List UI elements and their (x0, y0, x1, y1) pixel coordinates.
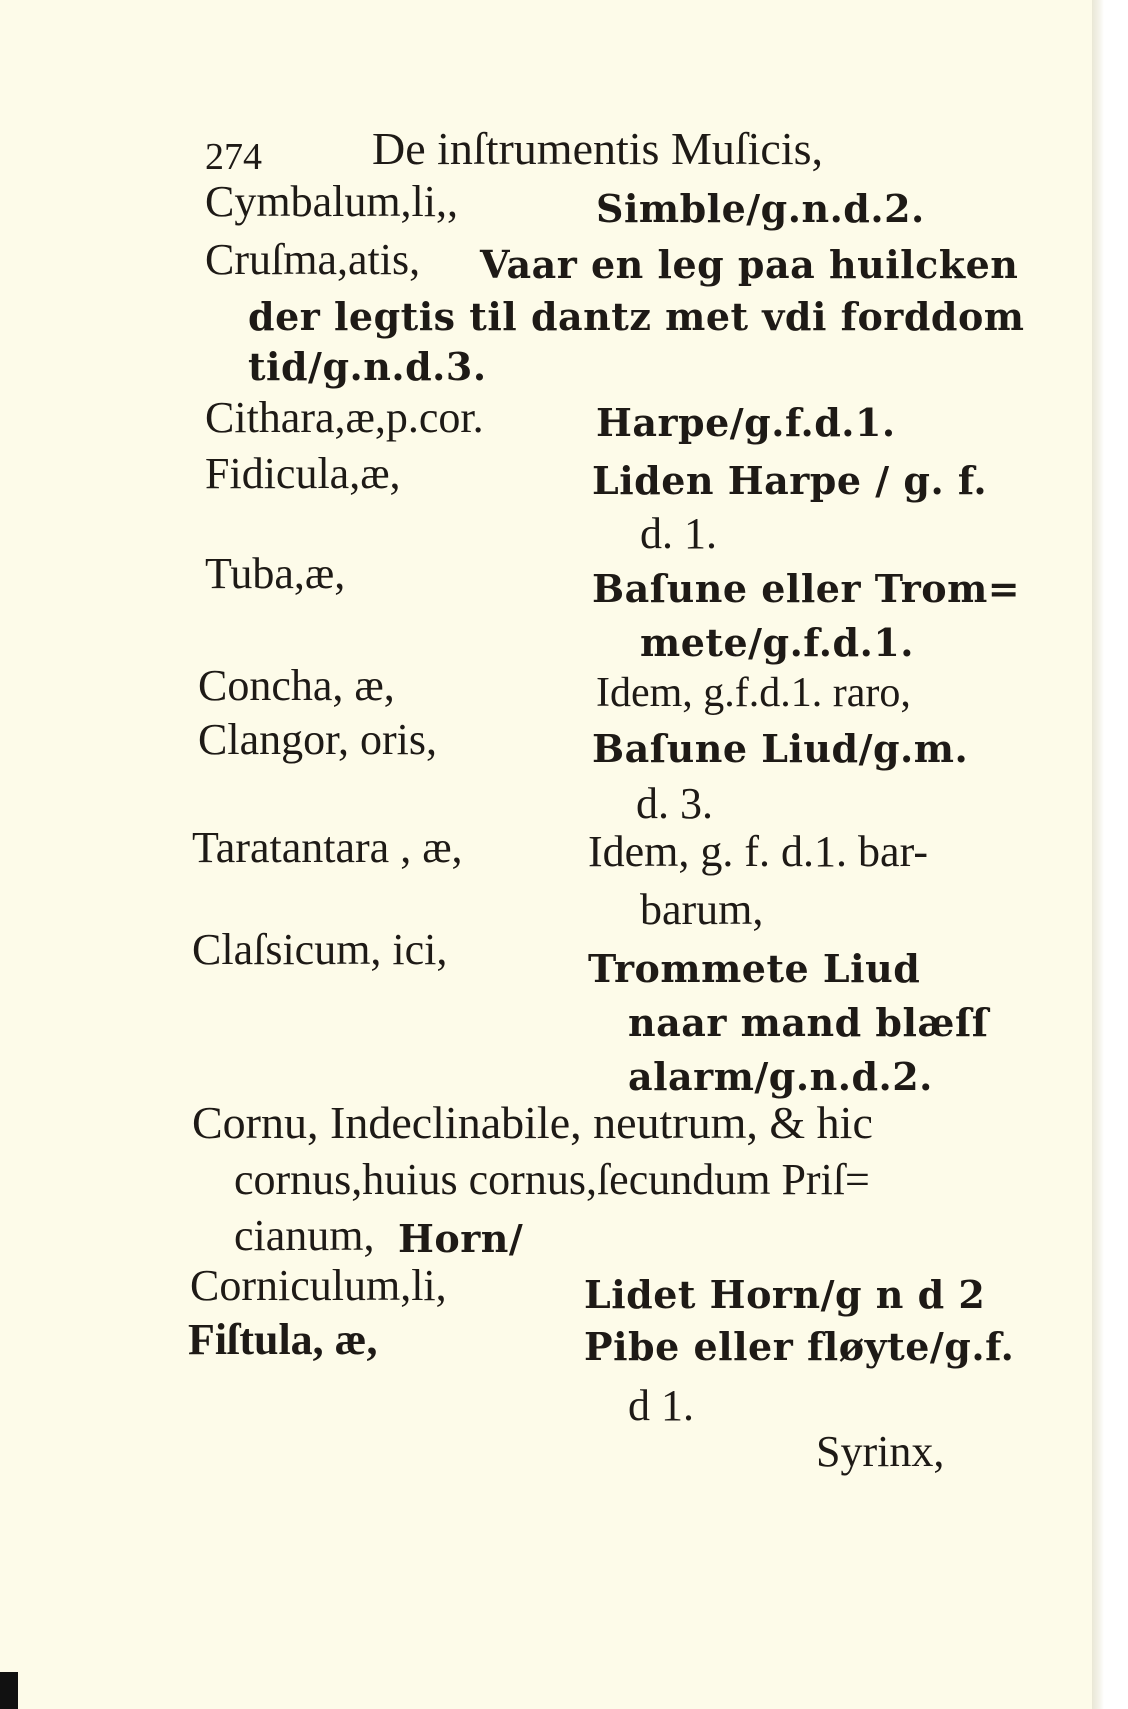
running-title: De inſtrumentis Muſicis, (372, 123, 824, 174)
entry-concha-danish: Idem, g.f.d.1. raro, (596, 670, 911, 716)
entry-cornu-line-3-danish: Horn/ (398, 1216, 524, 1261)
entry-fistula-danish-2: d 1. (628, 1381, 694, 1430)
entry-classicum-latin: Claſsicum, ici, (192, 925, 448, 974)
catchword: Syrinx, (816, 1427, 945, 1476)
entry-cymbalum-latin: Cymbalum,li,, (205, 177, 458, 226)
entry-taratantara-text-2: barum, (640, 885, 764, 934)
entry-taratantara-text-1: Idem, g. f. d.1. bar- (588, 827, 929, 876)
entry-cornu-line-3-latin: cianum, (234, 1211, 375, 1260)
entry-clangor-danish-2: d. 3. (636, 779, 713, 828)
page-edge (1092, 0, 1104, 1709)
entry-crusma-latin: Cruſma,atis, (205, 235, 421, 284)
entry-clangor-danish-1: Baſune Liud/g.m. (592, 726, 969, 771)
entry-cithara-danish: Harpe/g.f.d.1. (596, 400, 896, 445)
entry-fidicula-danish-2: d. 1. (640, 509, 717, 558)
entry-clangor-latin: Clangor, oris, (198, 715, 437, 764)
page-number: 274 (205, 136, 262, 178)
entry-cithara-latin: Cithara,æ,p.cor. (205, 393, 484, 442)
entry-crusma-danish-1: Vaar en leg paa huilcken (480, 242, 1019, 287)
entry-classicum-danish-3: alarm/g.n.d.2. (628, 1054, 933, 1099)
entry-crusma-danish-2: der legtis til dantz met vdi forddom (248, 294, 1025, 339)
entry-corniculum-latin: Corniculum,li, (190, 1261, 447, 1310)
entry-classicum-danish-1: Trommete Liud (588, 946, 921, 991)
entry-corniculum-danish: Lidet Horn/g n d 2 (584, 1272, 986, 1317)
entry-cornu-line-2: cornus,huius cornus,ſecundum Priſ= (234, 1155, 870, 1204)
entry-classicum-danish-2: naar mand blæſſ (628, 1000, 989, 1045)
entry-tuba-latin: Tuba,æ, (205, 549, 346, 598)
entry-tuba-danish-2: mete/g.f.d.1. (640, 620, 914, 665)
entry-fidicula-danish-1: Liden Harpe / g. f. (592, 458, 988, 503)
entry-crusma-danish-3: tid/g.n.d.3. (248, 344, 487, 389)
entry-fidicula-latin: Fidicula,æ, (205, 449, 401, 498)
scan-corner-mark (0, 1672, 18, 1709)
entry-fistula-danish-1: Pibe eller fløyte/g.f. (584, 1324, 1015, 1369)
entry-tuba-danish-1: Baſune eller Trom= (592, 566, 1021, 611)
entry-concha-latin: Concha, æ, (198, 661, 395, 710)
entry-cymbalum-danish: Simble/g.n.d.2. (596, 186, 925, 231)
entry-taratantara-latin: Taratantara , æ, (192, 823, 463, 872)
entry-cornu-line-1: Cornu, Indeclinabile, neutrum, & hic (192, 1097, 873, 1148)
entry-fistula-latin: Fiſtula, æ, (188, 1315, 378, 1364)
